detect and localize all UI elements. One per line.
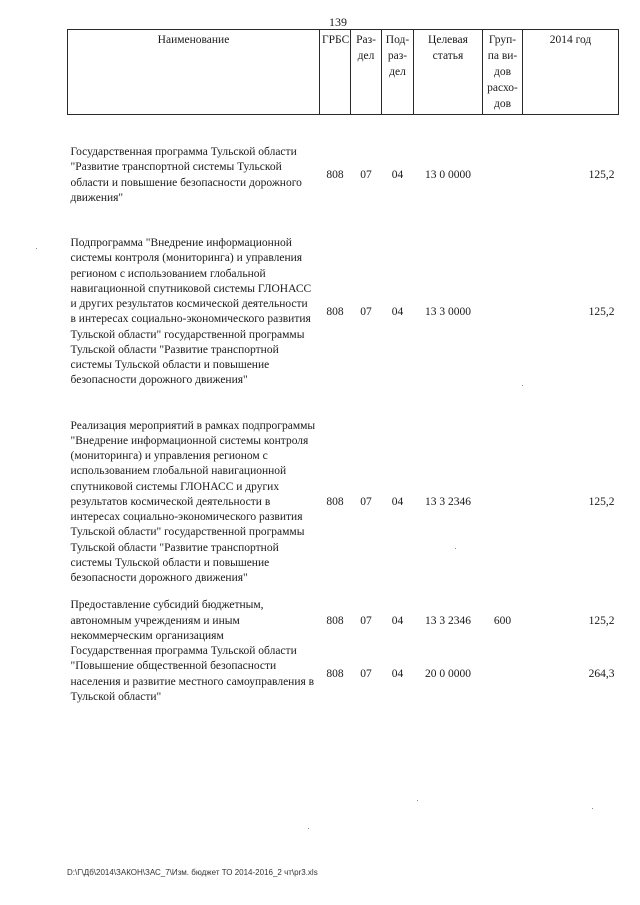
row-expense-group: [483, 419, 523, 587]
row-target-article: 20 0 0000: [425, 667, 471, 680]
table-row: [68, 419, 619, 587]
row-name: Предоставление субсидий бюджетным, автономным учреждениям и иным некоммерческим организациям: [70, 599, 264, 642]
table-row: [68, 236, 619, 389]
row-name: Государственная программа Тульской области "Развитие транспортной системы Тульской области и повышение безопасности дорожного движения": [70, 146, 302, 204]
table-row: [68, 598, 619, 644]
row-amount: 125,2: [588, 614, 615, 627]
header-subsection: Под- раз- дел: [382, 30, 414, 115]
page-number: 139: [329, 15, 347, 29]
row-expense-group: [483, 644, 523, 705]
row-amount: 264,3: [588, 667, 615, 680]
row-subsection: 04: [391, 667, 404, 680]
header-name: Наименование: [68, 30, 320, 115]
header-section: Раз- дел: [351, 30, 382, 115]
header-grbs: ГРБС: [320, 30, 351, 115]
scan-speck: [308, 828, 309, 829]
row-name: Реализация мероприятий в рамках подпрограммы "Внедрение информационной системы контроля (мониторинга) и управления регионом с использованием глобальной навигационной спутниковой системы ГЛОНАСС и других результатов космической деятельности в интересах социально-экономического развития Тульской области" государственной программы Тульской области "Развитие транспортной системы Тульской области и повышение безопасности дорожного движения": [70, 419, 316, 584]
header-target-article: Целевая статья: [414, 30, 483, 115]
row-amount: 125,2: [588, 168, 615, 181]
row-section: 07: [360, 614, 372, 627]
row-amount: 125,2: [588, 305, 615, 318]
row-name: Подпрограмма "Внедрение информационной системы контроля (мониторинга) и управления регионом с использованием глобальной навигационной спутниковой системы ГЛОНАСС и других результатов космической деятельности в интересах социально-экономического развития Тульской области" государственной программы Тульской области "Развитие транспортной системы Тульской области и повышение безопасности дорожного движения": [70, 237, 312, 387]
row-grbs: 808: [326, 667, 344, 680]
table-header: [68, 30, 619, 115]
row-target-article: 13 3 2346: [425, 495, 471, 508]
scan-speck: [417, 800, 418, 801]
scan-speck: [455, 548, 456, 549]
table-row: [68, 145, 619, 206]
row-section: 07: [360, 305, 372, 318]
row-grbs: 808: [326, 305, 344, 318]
row-expense-group: [483, 145, 523, 206]
row-section: 07: [360, 495, 372, 508]
row-name: Государственная программа Тульской области "Повышение общественной безопасности населения и развитие местного самоуправления в Тульской области": [70, 645, 315, 703]
row-grbs: 808: [326, 168, 344, 181]
scan-speck: [522, 385, 523, 386]
table-row: [68, 644, 619, 705]
row-subsection: 04: [391, 614, 404, 627]
row-section: 07: [360, 168, 372, 181]
file-path-footer: D:\Г\Дб\2014\ЗАКОН\ЗАС_7\Изм. бюджет ТО 2014-2016_2 чт\pr3.xls: [67, 868, 318, 877]
row-expense-group: [483, 236, 523, 389]
row-grbs: 808: [326, 495, 344, 508]
budget-table: [67, 29, 619, 705]
row-expense-group: 600: [493, 614, 512, 627]
row-subsection: 04: [391, 305, 404, 318]
row-grbs: 808: [326, 614, 344, 627]
row-target-article: 13 3 0000: [425, 305, 471, 318]
row-amount: 125,2: [588, 495, 615, 508]
scan-speck: [592, 808, 593, 809]
row-target-article: 13 0 0000: [425, 168, 471, 181]
row-target-article: 13 3 2346: [425, 614, 471, 627]
header-expense-group: Груп- па ви- дов расхо- дов: [483, 30, 523, 115]
scan-speck: [36, 248, 37, 249]
header-year-2014: 2014 год: [523, 30, 619, 115]
row-subsection: 04: [391, 495, 404, 508]
row-section: 07: [360, 667, 372, 680]
row-subsection: 04: [391, 168, 404, 181]
